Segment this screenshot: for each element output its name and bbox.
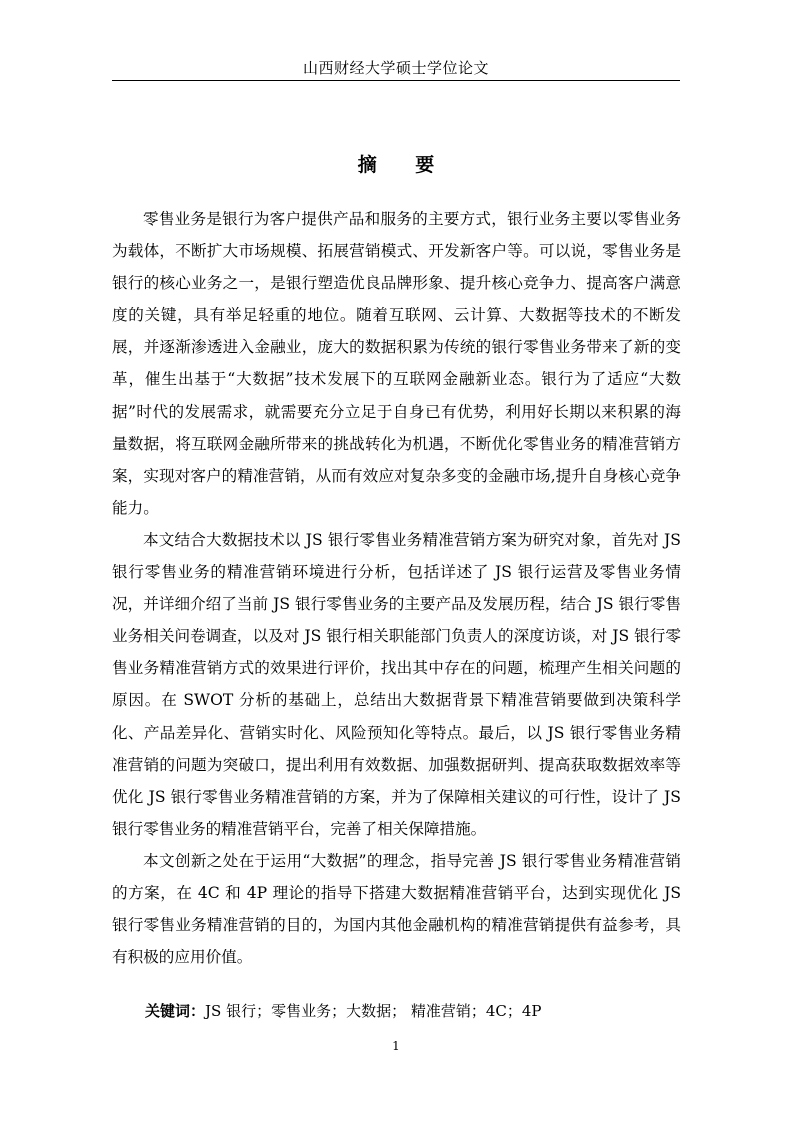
keywords-line <box>145 997 685 1025</box>
abstract-paragraph-2: 本文结合大数据技术以 JS 银行零售业务精准营销方案为研究对象，首先对 JS 银行零售业务的精准营销环境进行分析，包括详述了 JS 银行运营及零售业务情况，并详细介绍了当前 JS 银行零售业务的主要产品及发展历程，结合 JS 银行零售业务相关问卷调查，以及对 JS 银行相关职能部门负责人的深度访谈，对 JS 银行零售业务精准营销方式的效果进行评价，找出其中存在的问题，梳理产生相关问题的原因。在 SWOT 分析的基础上，总结出大数据背景下精准营销要做到决策科学化、产品差异化、营销实时化、风险预知化等特点。最后，以 JS 银行零售业务精准营销的问题为突破口，提出利用有效数据、加强数据研判、提高获取数据效率等优化 JS 银行零售业务精准营销的方案，并为了保障相关建议的可行性，设计了 JS 银行零售业务的精准营销平台，完善了相关保障措施。 <box>112 530 681 838</box>
abstract-paragraph-3: 本文创新之处在于运用“大数据”的理念，指导完善 JS 银行零售业务精准营销的方案，在 4C 和 4P 理论的指导下搭建大数据精准营销平台，达到实现优化 JS 银行零售业务精准营销的目的，为国内其他金融机构的精准营销提供有益参考，具有积极的应用价值。 <box>112 851 681 967</box>
page-number: 1 <box>392 1039 400 1053</box>
abstract-body <box>112 203 681 973</box>
keywords-value: JS 银行；零售业务；大数据； 精准营销；4C；4P <box>205 1002 542 1020</box>
running-header: 山西财经大学硕士学位论文 <box>302 59 489 77</box>
keywords-separator: ： <box>190 1002 206 1020</box>
header-divider <box>112 80 680 81</box>
abstract-title: 摘 要 <box>357 154 451 176</box>
keywords-label: 关键词 <box>145 1002 191 1020</box>
abstract-paragraph-1: 零售业务是银行为客户提供产品和服务的主要方式，银行业务主要以零售业务为载体，不断扩大市场规模、拓展营销模式、开发新客户等。可以说，零售业务是银行的核心业务之一，是银行塑造优良品牌形象、提升核心竞争力、提高客户满意度的关键，具有举足轻重的地位。随着互联网、云计算、大数据等技术的不断发展，并逐渐渗透进入金融业，庞大的数据积累为传统的银行零售业务带来了新的变革，催生出基于“大数据”技术发展下的互联网金融新业态。银行为了适应“大数据”时代的发展需求，就需要充分立足于自身已有优势，利用好长期以来积累的海量数据，将互联网金融所带来的挑战转化为机遇，不断优化零售业务的精准营销方案，实现对客户的精准营销，从而有效应对复杂多变的金融市场,提升自身核心竞争能力。 <box>112 210 681 517</box>
